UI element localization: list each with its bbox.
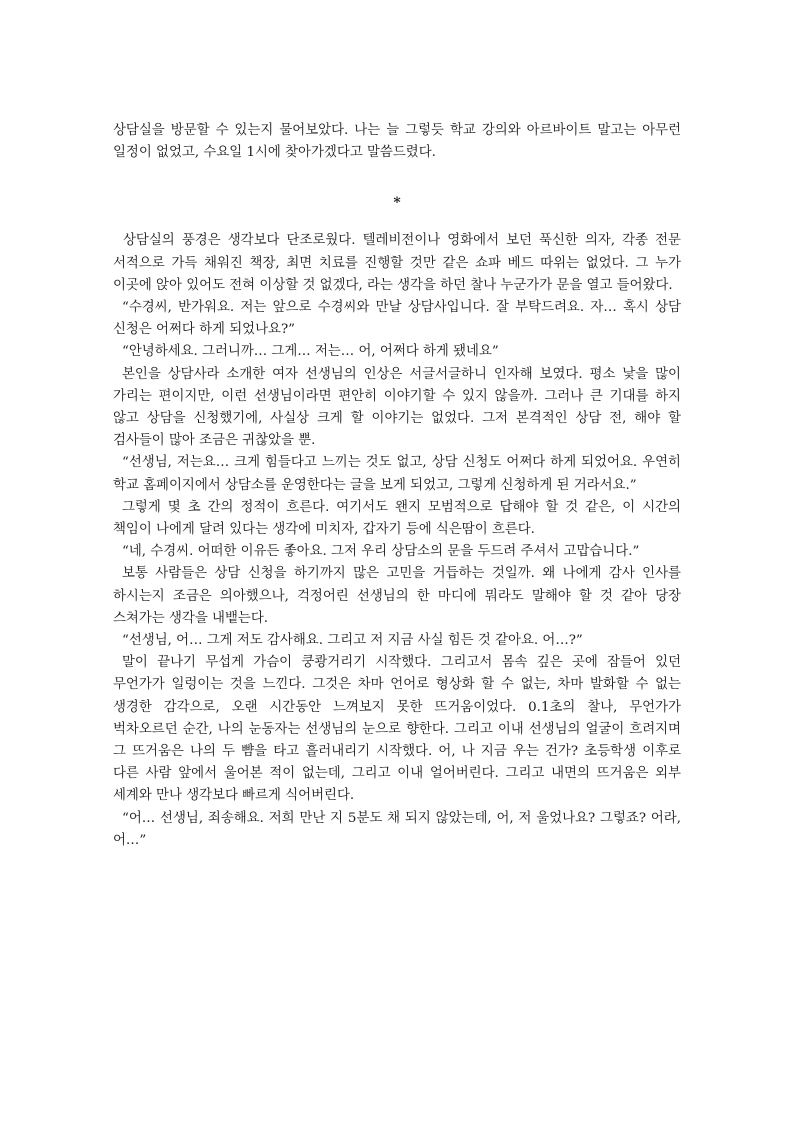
body-paragraph: 상담실의 풍경은 생각보다 단조로웠다. 텔레비전이나 영화에서 보던 푹신한 의자, 각종 전문 서적으로 가득 채워진 책장, 최면 치료를 진행할 것만 같은 쇼파 베드 따위는 없었다. 그 누가 이곳에 앉아 있어도 전혀 이상할 것 없겠다, 라는 생각을 하던 찰나 누군가가 문을 열고 들어왔다. xyxy=(113,233,681,293)
dialogue-paragraph: “어… 선생님, 죄송해요. 저희 만난 지 5분도 채 되지 않았는데, 어, 저 울었나요? 그렇죠? 어라, 어…” xyxy=(113,810,681,848)
dialogue-paragraph: “선생님, 저는요… 크게 힘들다고 느끼는 것도 없고, 상담 신청도 어쩌다 하게 되었어요. 우연히 학교 홈페이지에서 상담소를 운영한다는 글을 보게 되었고, 그렇게 신청하게 된 거라서요.” xyxy=(113,455,681,493)
body-paragraph: 본인을 상담사라 소개한 여자 선생님의 인상은 서글서글하니 인자해 보였다. 평소 낯을 많이 가리는 편이지만, 이런 선생님이라면 편안히 이야기할 수 있지 않을까. 그러나 큰 기대를 하지 않고 상담을 신청했기에, 사실상 크게 할 이야기는 없었다. 그저 본격적인 상담 전, 해야 할 검사들이 많아 조금은 귀찮았을 뿐. xyxy=(113,366,681,449)
section-separator: * xyxy=(393,195,401,212)
dialogue-paragraph: “선생님, 어… 그게 저도 감사해요. 그리고 저 지금 사실 힘든 것 같아요. 어…?” xyxy=(122,633,583,649)
intro-paragraph: 상담실을 방문할 수 있는지 물어보았다. 나는 늘 그렇듯 학교 강의와 아르바이트 말고는 아무런 일정이 없었고, 수요일 1시에 찾아가겠다고 말씀드렸다. xyxy=(113,123,681,161)
document-page xyxy=(113,120,681,852)
dialogue-paragraph: “안녕하세요. 그러니까… 그게… 저는… 어, 어쩌다 하게 됐네요” xyxy=(122,344,499,360)
dialogue-paragraph: “수경씨, 반가워요. 저는 앞으로 수경씨와 만날 상담사입니다. 잘 부탁드려요. 자… 혹시 상담 신청은 어쩌다 하게 되었나요?” xyxy=(113,300,681,338)
body-paragraph: 말이 끝나기 무섭게 가슴이 쿵쾅거리기 시작했다. 그리고서 몸속 깊은 곳에 잠들어 있던 무언가가 일렁이는 것을 느낀다. 그것은 차마 언어로 형상화 할 수 없는, 차마 발화할 수 없는 생경한 감각으로, 오랜 시간동안 느껴보지 못한 뜨거움이었다. 0.1초의 찰나, 무언가가 벅차오르던 순간, 나의 눈동자는 선생님의 눈으로 향한다. 그리고 이내 선생님의 얼굴이 흐려지며 그 뜨거움은 나의 두 뺨을 타고 흘러내리기 시작했다. 어, 나 지금 우는 건가? 초등학생 이후로 다른 사람 앞에서 울어본 적이 없는데, 그리고 이내 얼어버린다. 그리고 내면의 뜨거움은 외부 세계와 만나 생각보다 빠르게 식어버린다. xyxy=(113,655,681,804)
spacer xyxy=(113,164,681,178)
body-paragraph: 그렇게 몇 초 간의 정적이 흐른다. 여기서도 왠지 모범적으로 답해야 할 것 같은, 이 시간의 책임이 나에게 달려 있다는 생각에 미치자, 갑자기 등에 식은땀이 흐른다. xyxy=(113,499,681,538)
dialogue-paragraph: “네, 수경씨. 어떠한 이유든 좋아요. 그저 우리 상담소의 문을 두드려 주셔서 고맙습니다.” xyxy=(122,544,640,560)
body-paragraph: 보통 사람들은 상담 신청을 하기까지 많은 고민을 거듭하는 것일까. 왜 나에게 감사 인사를 하시는지 조금은 의아했으나, 걱정어린 선생님의 한 마디에 뭐라도 말해야 할 것 같아 당장 스쳐가는 생각을 내뱉는다. xyxy=(113,566,681,626)
